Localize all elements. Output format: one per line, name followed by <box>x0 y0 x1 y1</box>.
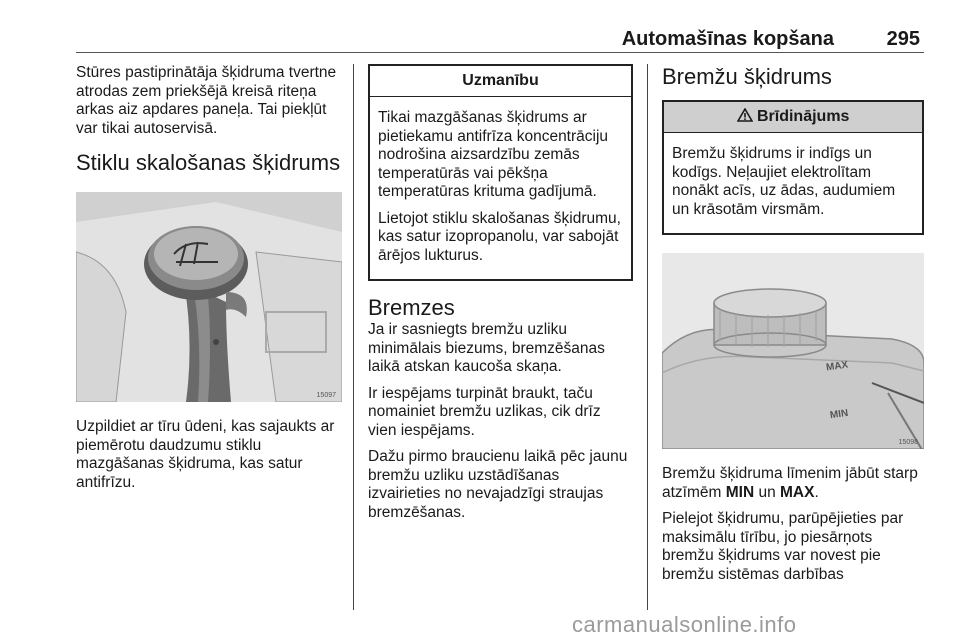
brake-reservoir-figure <box>662 253 924 449</box>
brakes-heading: Bremzes <box>368 295 455 320</box>
page-header <box>76 28 924 52</box>
washer-reservoir-figure <box>76 192 342 402</box>
brakes-paragraph-1: Ja ir sasniegts bremžu uzliku minimālais biezums, bremzēšanas laikā atskan kaucoša skaņa. <box>368 321 605 375</box>
brake-reservoir-illustration <box>662 253 924 449</box>
column-2 <box>368 64 633 530</box>
brakes-paragraph-2: Ir iespējams turpināt braukt, taču nomainiet bremžu uzlikas, cik drīz vien iespējams. <box>368 384 601 439</box>
brakes-paragraph-3: Dažu pirmo braucienu laikā pēc jaunu bremžu uzliku uzstādīšanas izvairieties no nevajadzīgi straujas bremzēšanas. <box>368 448 628 521</box>
figure-id: 15098 <box>898 439 918 446</box>
level-text-mid: un <box>754 483 781 501</box>
brake-fluid-level-paragraph <box>662 465 924 502</box>
figure-id: 15097 <box>316 392 336 399</box>
brake-fluid-heading: Bremžu šķidrums <box>662 64 832 89</box>
max-label: MAX <box>780 483 815 501</box>
washer-reservoir-illustration <box>76 192 342 402</box>
intro-paragraph: Stūres pastiprinātāja šķidruma tvertne atrodas zem priekšējā kreisā riteņa arkas aiz apdares paneļa. Tai piekļūt var tikai autoservisā. <box>76 64 337 137</box>
caution-box <box>368 64 633 281</box>
header-rule <box>76 52 924 53</box>
warning-title: Brīdinājums <box>756 108 850 125</box>
level-text-after: . <box>814 483 819 501</box>
brake-fluid-paragraph-2: Pielejot šķidrumu, parūpējieties par maksimālu tīrību, jo piesārņots bremžu šķidrums var novest pie bremžu sistēmas darbības <box>662 510 904 583</box>
caution-paragraph-1: Tikai mazgāšanas šķidrums ar pietiekamu antifrīza koncentrāciju nodrošina aizsardzību zemās temperatūrās vai pēkšņa temperatūras krituma gadījumā. <box>378 109 609 200</box>
max-mark: MAX <box>825 359 849 374</box>
page-number: 295 <box>886 28 920 50</box>
warning-triangle-icon <box>737 108 757 125</box>
washer-fluid-heading: Stiklu skalošanas šķidrums <box>76 150 341 175</box>
min-label: MIN <box>725 483 755 501</box>
caution-paragraph-2: Lietojot stiklu skalošanas šķidrumu, kas satur izopropanolu, var sabojāt ārējos lukturus. <box>378 209 621 264</box>
warning-text: Bremžu šķidrums ir indīgs un kodīgs. Neļaujiet elektrolītam nonākt acīs, uz ādas, audumiem un krāsotām virsmām. <box>672 145 896 218</box>
min-mark: MIN <box>829 407 850 422</box>
column-divider-2 <box>647 64 648 610</box>
column-divider-1 <box>353 64 354 610</box>
column-3 <box>662 64 924 592</box>
chapter-title: Automašīnas kopšana <box>621 28 834 50</box>
warning-box <box>662 100 924 235</box>
washer-fluid-caption: Uzpildiet ar tīru ūdeni, kas sajaukts ar piemērotu daudzumu stiklu mazgāšanas šķidruma, kas satur antifrīzu. <box>76 418 335 491</box>
caution-title: Uzmanību <box>370 66 631 97</box>
watermark: carmanualsonline.info <box>572 612 797 637</box>
warning-header <box>664 102 922 133</box>
level-text-before: Bremžu šķidruma līmenim jābūt starp atzīmēm <box>662 465 918 501</box>
column-1 <box>76 64 342 500</box>
